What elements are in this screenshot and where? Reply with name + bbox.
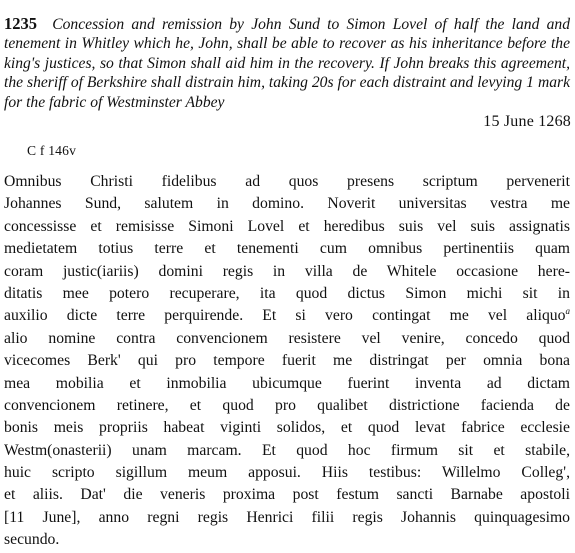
charter-line-15: et aliis. Dat' die veneris proxima post festum sancti Barnabe apostoli [4,486,570,504]
document-summary: Concession and remission by John Sund to Simon Lovel of half the land and tenement in Whitley which he, John, shall be able to recover as his inheritance before the king's justices, so that Simon shall aid him in the recovery. If John breaks this agreement, the sheriff of Berkshire shall distrain him, taking 20s for each distraint and levying 1 mark for the fabric of Westminster Abbey [4,16,570,111]
source-reference: C f 146v [27,143,77,158]
charter-line-7 [4,305,570,327]
charter-line-6: ditatis mee potero recuperare, ita quod dictus Simon michi sit in [4,284,570,302]
charter-line-16: [11 June], anno regni regis Henrici filii regis Johannis quinquagesimo [4,508,570,526]
footnote-marker: a [565,306,570,317]
charter-line-2: Johannes Sund, salutem in domino. Noverit universitas vestra me [4,195,570,213]
charter-line-3: concessisse et remisisse Simoni Lovel et heredibus suis vel suis assignatis [4,217,570,235]
charter-line-17: secundo. [4,531,60,549]
charter-line-11: convencionem retinere, et quod pro qualibet districtione facienda de [4,396,570,414]
charter-line-4: medietatem totius terre et tenementi cum omnibus pertinentiis quam [4,240,570,258]
charter-line-12: bonis meis propriis habeat viginti solidos, et quod levat fabrice ecclesie [4,419,570,437]
document-summary-paragraph [4,14,570,112]
charter-line-1: Omnibus Christi fidelibus ad quos presens scriptum pervenerit [4,173,570,190]
document-number: 1235 [4,14,37,33]
charter-line-8: alio nomine contra convencionem resistere vel venire, concedo quod [4,329,570,347]
charter-line-10: mea mobilia et inmobilia ubicumque fuerint inventa ad dictam [4,374,570,392]
charter-line-5: coram justic(iariis) domini regis in villa de Whitele occasione here- [4,262,570,280]
latin-charter-text [4,171,570,552]
charter-line-7-text: auxilio dicte terre perquirende. Et si vero contingat me vel aliquo [4,307,566,325]
charter-line-9: vicecomes Berk' qui pro tempore fuerit me distringat per omnia bona [4,352,570,370]
charter-line-14: huic scripto sigillum meum apposui. Hiis testibus: Willelmo Colleg', [4,464,570,482]
document-date: 15 June 1268 [483,113,571,130]
charter-line-13: Westm(onasterii) unam marcam. Et quod hoc firmum sit et stabile, [4,441,570,459]
